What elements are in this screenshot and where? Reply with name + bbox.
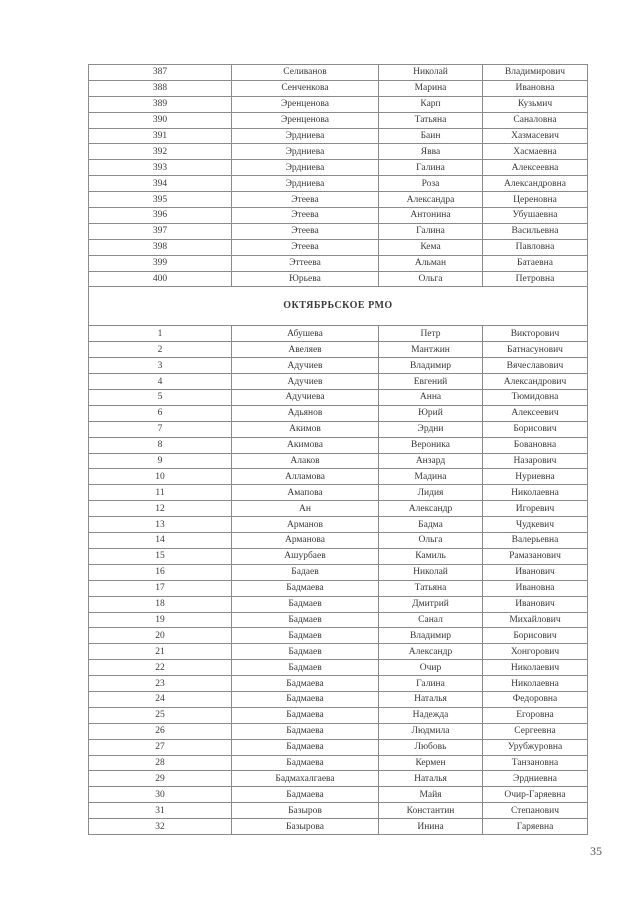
first-name-cell: Ольга: [379, 271, 483, 287]
first-name-cell: Надежда: [379, 707, 483, 723]
table-row: [89, 239, 588, 255]
table-row: [89, 691, 588, 707]
surname-cell: Бадмаева: [232, 787, 379, 803]
surname-cell: Авеляев: [232, 342, 379, 358]
surname-cell: Бадмаев: [232, 660, 379, 676]
patronymic-cell: Павловна: [483, 239, 588, 255]
patronymic-cell: Батнасунович: [483, 342, 588, 358]
surname-cell: Акимова: [232, 437, 379, 453]
table-row: [89, 485, 588, 501]
patronymic-cell: Рамазанович: [483, 548, 588, 564]
table-row: [89, 223, 588, 239]
table-row: [89, 65, 588, 81]
first-name-cell: Галина: [379, 676, 483, 692]
first-name-cell: Бадма: [379, 517, 483, 533]
table-row: [89, 517, 588, 533]
row-number: 9: [89, 453, 232, 469]
first-name-cell: Татьяна: [379, 580, 483, 596]
patronymic-cell: Игоревич: [483, 501, 588, 517]
table-row: [89, 755, 588, 771]
surname-cell: Юрьева: [232, 271, 379, 287]
table-row: [89, 787, 588, 803]
table-row: [89, 112, 588, 128]
first-name-cell: Евгений: [379, 374, 483, 390]
row-number: 29: [89, 771, 232, 787]
first-name-cell: Мантжин: [379, 342, 483, 358]
first-name-cell: Марина: [379, 80, 483, 96]
row-number: 25: [89, 707, 232, 723]
patronymic-cell: Петровна: [483, 271, 588, 287]
first-name-cell: Александр: [379, 644, 483, 660]
patronymic-cell: Иванович: [483, 564, 588, 580]
patronymic-cell: Александрович: [483, 374, 588, 390]
patronymic-cell: Егоровна: [483, 707, 588, 723]
row-number: 23: [89, 676, 232, 692]
surname-cell: Абушева: [232, 326, 379, 342]
row-number: 18: [89, 596, 232, 612]
row-number: 20: [89, 628, 232, 644]
patronymic-cell: Сергеевна: [483, 723, 588, 739]
page-number: 35: [590, 844, 602, 858]
table-row: [89, 342, 588, 358]
table-row: [89, 421, 588, 437]
first-name-cell: Антонина: [379, 208, 483, 224]
registry-table: [88, 64, 588, 835]
surname-cell: Арманов: [232, 517, 379, 533]
surname-cell: Бадмаева: [232, 707, 379, 723]
row-number: 16: [89, 564, 232, 580]
row-number: 22: [89, 660, 232, 676]
patronymic-cell: Танзановна: [483, 755, 588, 771]
first-name-cell: Владимир: [379, 358, 483, 374]
patronymic-cell: Убушаевна: [483, 208, 588, 224]
surname-cell: Адучиева: [232, 390, 379, 406]
patronymic-cell: Хазмасевич: [483, 128, 588, 144]
table-row: [89, 437, 588, 453]
first-name-cell: Камиль: [379, 548, 483, 564]
patronymic-cell: Степанович: [483, 803, 588, 819]
row-number: 393: [89, 160, 232, 176]
table-row: [89, 501, 588, 517]
table-row: [89, 819, 588, 835]
row-number: 7: [89, 421, 232, 437]
patronymic-cell: Николаевна: [483, 485, 588, 501]
first-name-cell: Людмила: [379, 723, 483, 739]
row-number: 26: [89, 723, 232, 739]
patronymic-cell: Тюмидовна: [483, 390, 588, 406]
first-name-cell: Юрий: [379, 405, 483, 421]
surname-cell: Алламова: [232, 469, 379, 485]
surname-cell: Бадмаева: [232, 755, 379, 771]
row-number: 392: [89, 144, 232, 160]
first-name-cell: Кема: [379, 239, 483, 255]
patronymic-cell: Николаевич: [483, 660, 588, 676]
surname-cell: Ашурбаев: [232, 548, 379, 564]
surname-cell: Амапова: [232, 485, 379, 501]
table-row: [89, 453, 588, 469]
table-row: [89, 676, 588, 692]
row-number: 15: [89, 548, 232, 564]
patronymic-cell: Эрдниевна: [483, 771, 588, 787]
first-name-cell: Лидия: [379, 485, 483, 501]
table-row: [89, 533, 588, 549]
first-name-cell: Дмитрий: [379, 596, 483, 612]
surname-cell: Этеева: [232, 192, 379, 208]
row-number: 30: [89, 787, 232, 803]
row-number: 3: [89, 358, 232, 374]
row-number: 6: [89, 405, 232, 421]
patronymic-cell: Борисович: [483, 628, 588, 644]
table-row: [89, 469, 588, 485]
patronymic-cell: Саналовна: [483, 112, 588, 128]
first-name-cell: Галина: [379, 160, 483, 176]
surname-cell: Селиванов: [232, 65, 379, 81]
patronymic-cell: Бовановна: [483, 437, 588, 453]
surname-cell: Эрдниева: [232, 176, 379, 192]
first-name-cell: Владимир: [379, 628, 483, 644]
patronymic-cell: Гаряевна: [483, 819, 588, 835]
first-name-cell: Эрдни: [379, 421, 483, 437]
row-number: 1: [89, 326, 232, 342]
patronymic-cell: Васильевна: [483, 223, 588, 239]
surname-cell: Бадмаев: [232, 596, 379, 612]
patronymic-cell: Нуриевна: [483, 469, 588, 485]
first-name-cell: Очир: [379, 660, 483, 676]
surname-cell: Эренценова: [232, 112, 379, 128]
table-row: [89, 644, 588, 660]
row-number: 17: [89, 580, 232, 596]
row-number: 397: [89, 223, 232, 239]
table-row: [89, 358, 588, 374]
patronymic-cell: Батаевна: [483, 255, 588, 271]
patronymic-cell: Чудкевич: [483, 517, 588, 533]
first-name-cell: Санал: [379, 612, 483, 628]
table-row: [89, 255, 588, 271]
patronymic-cell: Алексеевна: [483, 160, 588, 176]
patronymic-cell: Борисович: [483, 421, 588, 437]
first-name-cell: Николай: [379, 65, 483, 81]
table-row: [89, 580, 588, 596]
first-name-cell: Майя: [379, 787, 483, 803]
patronymic-cell: Ивановна: [483, 80, 588, 96]
row-number: 14: [89, 533, 232, 549]
surname-cell: Бадмаева: [232, 739, 379, 755]
patronymic-cell: Ивановна: [483, 580, 588, 596]
section-header-row: [89, 287, 588, 326]
first-name-cell: Вероника: [379, 437, 483, 453]
first-name-cell: Роза: [379, 176, 483, 192]
row-number: 27: [89, 739, 232, 755]
first-name-cell: Галина: [379, 223, 483, 239]
surname-cell: Бадмаева: [232, 723, 379, 739]
row-number: 395: [89, 192, 232, 208]
patronymic-cell: Очир-Гаряевна: [483, 787, 588, 803]
patronymic-cell: Кузьмич: [483, 96, 588, 112]
table-row: [89, 374, 588, 390]
table-row: [89, 612, 588, 628]
row-number: 32: [89, 819, 232, 835]
patronymic-cell: Александровна: [483, 176, 588, 192]
first-name-cell: Николай: [379, 564, 483, 580]
table-row: [89, 176, 588, 192]
row-number: 31: [89, 803, 232, 819]
table-row: [89, 390, 588, 406]
table-row: [89, 596, 588, 612]
patronymic-cell: Алексеевич: [483, 405, 588, 421]
first-name-cell: Мадина: [379, 469, 483, 485]
row-number: 10: [89, 469, 232, 485]
patronymic-cell: Хасмаевна: [483, 144, 588, 160]
surname-cell: Адучиев: [232, 374, 379, 390]
table-row: [89, 739, 588, 755]
first-name-cell: Константин: [379, 803, 483, 819]
first-name-cell: Наталья: [379, 771, 483, 787]
table-row: [89, 208, 588, 224]
surname-cell: Эренценова: [232, 96, 379, 112]
row-number: 391: [89, 128, 232, 144]
patronymic-cell: Назарович: [483, 453, 588, 469]
surname-cell: Бадаев: [232, 564, 379, 580]
patronymic-cell: Вячеславович: [483, 358, 588, 374]
surname-cell: Бадмаев: [232, 628, 379, 644]
surname-cell: Ан: [232, 501, 379, 517]
surname-cell: Адучиев: [232, 358, 379, 374]
surname-cell: Эрдниева: [232, 160, 379, 176]
first-name-cell: Наталья: [379, 691, 483, 707]
row-number: 4: [89, 374, 232, 390]
row-number: 21: [89, 644, 232, 660]
row-number: 390: [89, 112, 232, 128]
row-number: 400: [89, 271, 232, 287]
patronymic-cell: Михайлович: [483, 612, 588, 628]
row-number: 389: [89, 96, 232, 112]
first-name-cell: Альман: [379, 255, 483, 271]
surname-cell: Бадмаев: [232, 612, 379, 628]
surname-cell: Бадмаева: [232, 676, 379, 692]
surname-cell: Бадмахалгаева: [232, 771, 379, 787]
surname-cell: Бадмаева: [232, 691, 379, 707]
surname-cell: Акимов: [232, 421, 379, 437]
surname-cell: Эрдниева: [232, 144, 379, 160]
surname-cell: Этеева: [232, 208, 379, 224]
table-row: [89, 160, 588, 176]
surname-cell: Бадмаева: [232, 580, 379, 596]
first-name-cell: Петр: [379, 326, 483, 342]
row-number: 396: [89, 208, 232, 224]
surname-cell: Бадмаев: [232, 644, 379, 660]
surname-cell: Этеева: [232, 223, 379, 239]
table-row: [89, 660, 588, 676]
table-row: [89, 144, 588, 160]
row-number: 398: [89, 239, 232, 255]
row-number: 5: [89, 390, 232, 406]
row-number: 28: [89, 755, 232, 771]
table-row: [89, 628, 588, 644]
surname-cell: Этеева: [232, 239, 379, 255]
row-number: 11: [89, 485, 232, 501]
row-number: 2: [89, 342, 232, 358]
surname-cell: Базырова: [232, 819, 379, 835]
table-row: [89, 803, 588, 819]
table-row: [89, 80, 588, 96]
table-row: [89, 548, 588, 564]
row-number: 19: [89, 612, 232, 628]
surname-cell: Адьянов: [232, 405, 379, 421]
table-row: [89, 128, 588, 144]
surname-cell: Арманова: [232, 533, 379, 549]
first-name-cell: Ольга: [379, 533, 483, 549]
table-row: [89, 723, 588, 739]
row-number: 394: [89, 176, 232, 192]
row-number: 13: [89, 517, 232, 533]
table-row: [89, 192, 588, 208]
row-number: 24: [89, 691, 232, 707]
patronymic-cell: Николаевна: [483, 676, 588, 692]
patronymic-cell: Урубжуровна: [483, 739, 588, 755]
surname-cell: Алаков: [232, 453, 379, 469]
first-name-cell: Кермен: [379, 755, 483, 771]
row-number: 388: [89, 80, 232, 96]
table-row: [89, 707, 588, 723]
table-row: [89, 326, 588, 342]
surname-cell: Эрдниева: [232, 128, 379, 144]
table-row: [89, 96, 588, 112]
first-name-cell: Баин: [379, 128, 483, 144]
surname-cell: Сенченкова: [232, 80, 379, 96]
row-number: 8: [89, 437, 232, 453]
first-name-cell: Любовь: [379, 739, 483, 755]
patronymic-cell: Иванович: [483, 596, 588, 612]
table-row: [89, 771, 588, 787]
first-name-cell: Анна: [379, 390, 483, 406]
first-name-cell: Анзард: [379, 453, 483, 469]
row-number: 12: [89, 501, 232, 517]
table-row: [89, 405, 588, 421]
first-name-cell: Александр: [379, 501, 483, 517]
first-name-cell: Карп: [379, 96, 483, 112]
row-number: 387: [89, 65, 232, 81]
patronymic-cell: Валерьевна: [483, 533, 588, 549]
patronymic-cell: Владимирович: [483, 65, 588, 81]
table-row: [89, 564, 588, 580]
surname-cell: Эттеева: [232, 255, 379, 271]
section-title: ОКТЯБРЬСКОЕ РМО: [89, 287, 588, 326]
first-name-cell: Татьяна: [379, 112, 483, 128]
row-number: 399: [89, 255, 232, 271]
first-name-cell: Инина: [379, 819, 483, 835]
table-row: [89, 271, 588, 287]
first-name-cell: Александра: [379, 192, 483, 208]
first-name-cell: Явва: [379, 144, 483, 160]
patronymic-cell: Цереновна: [483, 192, 588, 208]
patronymic-cell: Федоровна: [483, 691, 588, 707]
patronymic-cell: Викторович: [483, 326, 588, 342]
patronymic-cell: Хонгорович: [483, 644, 588, 660]
surname-cell: Базыров: [232, 803, 379, 819]
